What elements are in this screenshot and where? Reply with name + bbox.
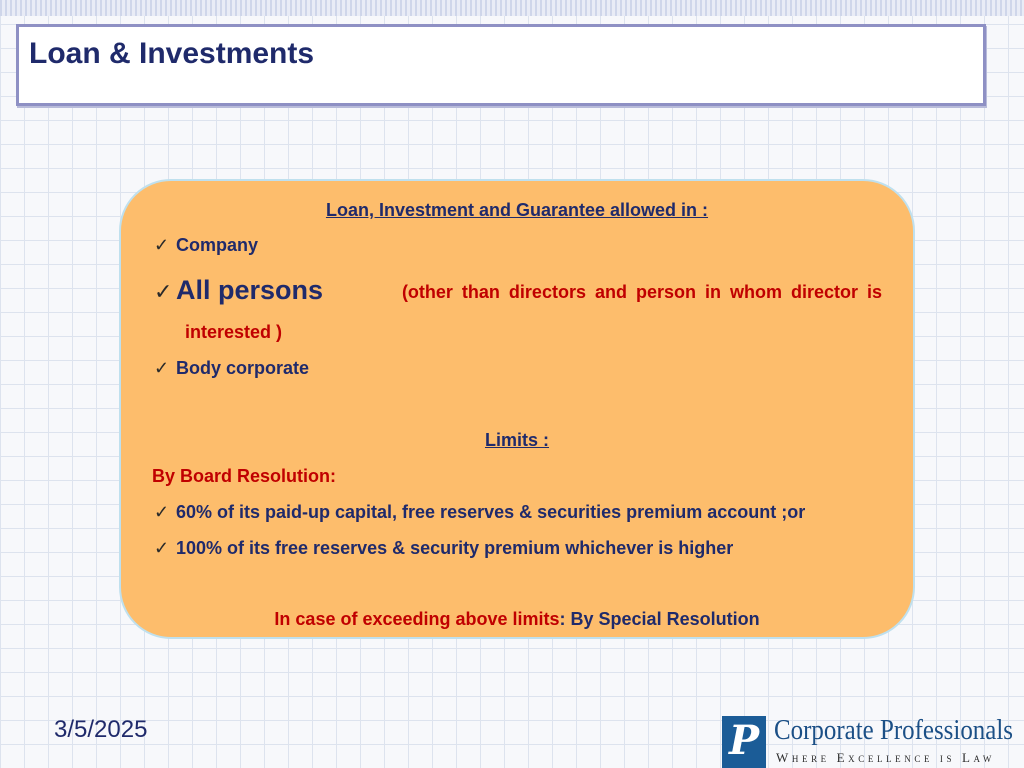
limits-heading: Limits : [484, 430, 549, 450]
check-icon: ✓ [154, 358, 170, 378]
logo-tagline: Where Excellence is Law [776, 750, 995, 765]
allowed-item-body-corporate: ✓ Body corporate [154, 358, 310, 378]
title-box [16, 24, 986, 106]
allowed-item-company: ✓ Company [154, 235, 259, 255]
persons-note: (other than directors and person in whom director is [401, 282, 882, 302]
check-icon: ✓ [154, 235, 170, 255]
persons-label: All persons [176, 275, 324, 305]
limit-item: ✓ 60% of its paid-up capital, free reserves & securities premium account ;or [154, 502, 806, 522]
board-resolution-heading: By Board Resolution: [152, 466, 337, 486]
page-title: Loan & Investments [29, 37, 315, 70]
limit-item: ✓ 100% of its free reserves & security premium whichever is higher [154, 538, 734, 558]
exceeding-limits-line [121, 609, 913, 630]
logo-name: Corporate Professionals [774, 714, 1013, 746]
exceed-label: In case of exceeding above limits [274, 609, 560, 629]
top-decorative-strip [0, 0, 1024, 16]
logo-mark-icon: P [722, 716, 766, 768]
check-icon: ✓ [154, 502, 170, 522]
persons-note-continued: interested ) [185, 322, 283, 342]
allowed-item-persons [154, 275, 882, 306]
slide-date: 3/5/2025 [54, 716, 148, 743]
allowed-heading: Loan, Investment and Guarantee allowed in : [325, 200, 709, 220]
check-icon: ✓ [154, 538, 170, 558]
check-icon: ✓ [154, 279, 173, 304]
content-card [119, 179, 915, 639]
company-logo [722, 716, 1024, 768]
exceed-value: : By Special Resolution [559, 609, 760, 629]
